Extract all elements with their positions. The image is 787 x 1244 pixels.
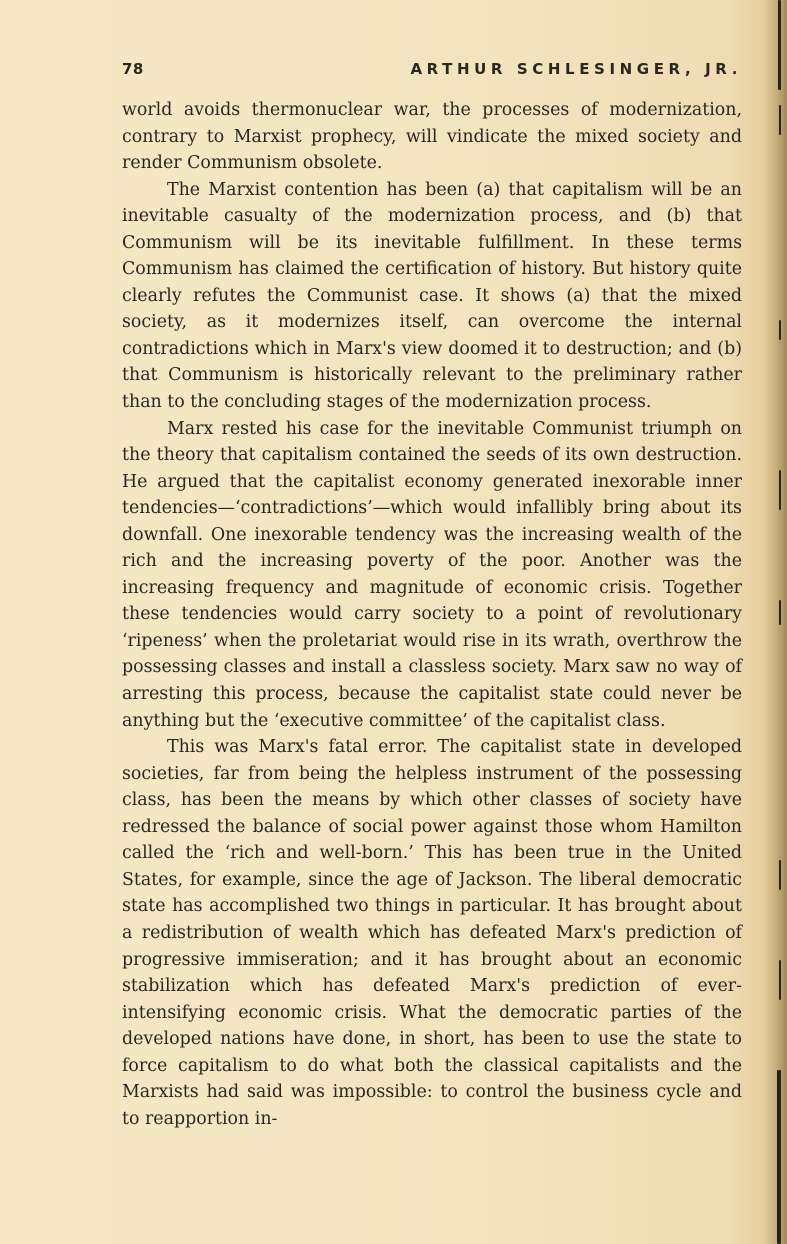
spine-mark — [779, 320, 781, 340]
spine-mark — [779, 600, 781, 625]
paragraph: world avoids thermonuclear war, the processes of modernization, contrary to Marxist prophecy, will vindicate the mixed society and render Communism obsolete. — [122, 100, 742, 174]
spine-mark — [777, 1070, 781, 1244]
running-title: ARTHUR SCHLESINGER, JR. — [410, 60, 742, 78]
body-text — [122, 97, 742, 1132]
spine-mark — [779, 105, 781, 135]
spine-shadow — [761, 0, 787, 1244]
running-head — [122, 60, 742, 86]
spine-mark — [779, 960, 781, 1000]
spine-mark — [779, 470, 781, 510]
page-number: 78 — [122, 60, 144, 78]
spine-mark — [778, 0, 781, 90]
paragraph: The Marxist contention has been (a) that capitalism will be an inevitable casualty of the modernization process, and (b) that Communism will be its inevitable fulfillment. In these terms Communism has claimed the certification of history. But history quite clearly refutes the Communist case. It shows (a) that the mixed society, as it modernizes itself, can overcome the internal contradictions which in Marx's view doomed it to destruction; and (b) that Communism is historically relevant to the preliminary rather than to the concluding stages of the modernization process. — [122, 179, 742, 413]
paragraph: This was Marx's fatal error. The capitalist state in developed societies, far from being the helpless instrument of the possessing class, has been the means by which other classes of society have redressed the balance of social power against those whom Hamilton called the ‘rich and well-born.’ This has been true in the United States, for example, since the age of Jackson. The liberal democratic state has accomplished two things in particular. It has brought about a redistribution of wealth which has defeated Marx's prediction of progressive immiseration; and it has brought about an economic stabilization which has defeated Marx's prediction of ever-intensifying economic crisis. What the democratic parties of the developed nations have done, in short, has been to use the state to force capitalism to do what both the classical capitalists and the Marxists had said was impossible: to control the business cycle and to reapportion in- — [122, 737, 742, 1129]
paragraph: Marx rested his case for the inevitable Communist triumph on the theory that capitalism contained the seeds of its own destruction. He argued that the capitalist economy generated inexorable inner tendencies—‘contradictions’—which would infallibly bring about its downfall. One inexorable tendency was the increasing wealth of the rich and the increasing poverty of the poor. Another was the increasing frequency and magnitude of economic crisis. Together these tendencies would carry society to a point of revolutionary ‘ripeness’ when the proletariat would rise in its wrath, overthrow the possessing classes and install a classless society. Marx saw no way of arresting this process, because the capitalist state could never be anything but the ‘executive committee’ of the capitalist class. — [122, 418, 742, 731]
spine-mark — [779, 860, 781, 890]
